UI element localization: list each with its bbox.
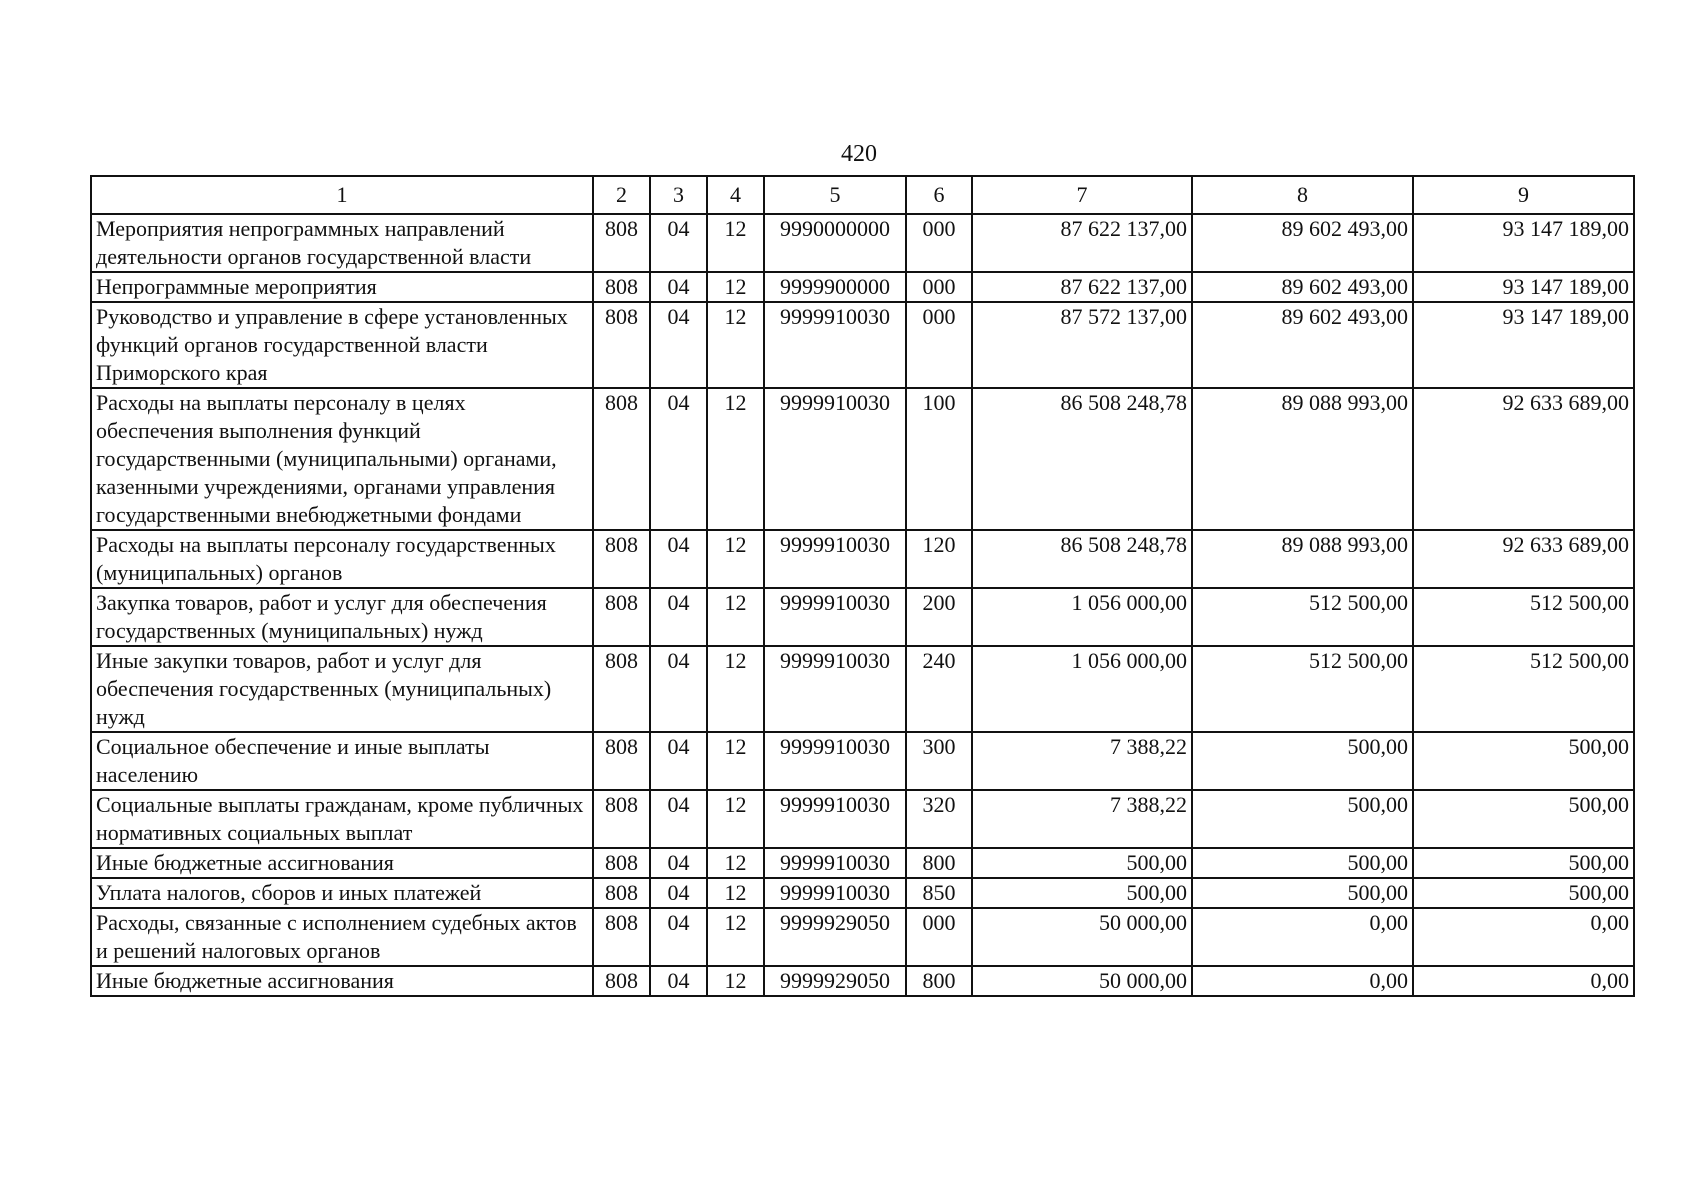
code-cell: 808 (593, 790, 650, 848)
amount-cell: 512 500,00 (1192, 646, 1413, 732)
amount-cell: 0,00 (1413, 908, 1634, 966)
code-cell: 808 (593, 732, 650, 790)
amount-cell: 500,00 (1413, 732, 1634, 790)
amount-cell: 92 633 689,00 (1413, 388, 1634, 530)
code-cell: 04 (650, 878, 707, 908)
code-cell: 9999929050 (764, 908, 906, 966)
budget-table (90, 175, 1635, 997)
code-cell: 808 (593, 848, 650, 878)
amount-cell: 512 500,00 (1192, 588, 1413, 646)
code-cell: 9999910030 (764, 848, 906, 878)
code-cell: 12 (707, 646, 764, 732)
amount-cell: 93 147 189,00 (1413, 272, 1634, 302)
code-cell: 04 (650, 588, 707, 646)
amount-cell: 7 388,22 (972, 732, 1192, 790)
code-cell: 12 (707, 966, 764, 996)
table-row (91, 272, 1634, 302)
code-cell: 120 (906, 530, 972, 588)
code-cell: 000 (906, 908, 972, 966)
expense-name-cell: Иные бюджетные ассигнования (91, 848, 593, 878)
amount-cell: 500,00 (1192, 848, 1413, 878)
code-cell: 800 (906, 848, 972, 878)
code-cell: 320 (906, 790, 972, 848)
code-cell: 04 (650, 966, 707, 996)
table-row (91, 790, 1634, 848)
code-cell: 9999910030 (764, 302, 906, 388)
code-cell: 12 (707, 388, 764, 530)
amount-cell: 89 602 493,00 (1192, 272, 1413, 302)
code-cell: 240 (906, 646, 972, 732)
code-cell: 808 (593, 530, 650, 588)
code-cell: 9990000000 (764, 214, 906, 272)
code-cell: 04 (650, 302, 707, 388)
code-cell: 9999910030 (764, 878, 906, 908)
table-row (91, 848, 1634, 878)
amount-cell: 93 147 189,00 (1413, 214, 1634, 272)
table-body (91, 214, 1634, 996)
amount-cell: 0,00 (1192, 908, 1413, 966)
amount-cell: 512 500,00 (1413, 646, 1634, 732)
amount-cell: 87 572 137,00 (972, 302, 1192, 388)
amount-cell: 500,00 (972, 848, 1192, 878)
amount-cell: 89 602 493,00 (1192, 214, 1413, 272)
amount-cell: 512 500,00 (1413, 588, 1634, 646)
amount-cell: 500,00 (1192, 878, 1413, 908)
code-cell: 000 (906, 302, 972, 388)
code-cell: 200 (906, 588, 972, 646)
page-number: 420 (841, 141, 877, 167)
code-cell: 04 (650, 388, 707, 530)
code-cell: 12 (707, 790, 764, 848)
code-cell: 9999929050 (764, 966, 906, 996)
table-row (91, 732, 1634, 790)
amount-cell: 50 000,00 (972, 966, 1192, 996)
code-cell: 300 (906, 732, 972, 790)
code-cell: 12 (707, 302, 764, 388)
code-cell: 12 (707, 588, 764, 646)
amount-cell: 0,00 (1413, 966, 1634, 996)
table-row (91, 646, 1634, 732)
code-cell: 04 (650, 732, 707, 790)
code-cell: 04 (650, 646, 707, 732)
code-cell: 000 (906, 272, 972, 302)
expense-name-cell: Социальные выплаты гражданам, кроме публичных нормативных социальных выплат (91, 790, 593, 848)
amount-cell: 89 088 993,00 (1192, 530, 1413, 588)
code-cell: 04 (650, 848, 707, 878)
amount-cell: 0,00 (1192, 966, 1413, 996)
amount-cell: 500,00 (1192, 732, 1413, 790)
expense-name-cell: Социальное обеспечение и иные выплаты населению (91, 732, 593, 790)
amount-cell: 50 000,00 (972, 908, 1192, 966)
amount-cell: 93 147 189,00 (1413, 302, 1634, 388)
expense-name-cell: Руководство и управление в сфере установленных функций органов государственной власти Приморского края (91, 302, 593, 388)
code-cell: 12 (707, 272, 764, 302)
code-cell: 808 (593, 908, 650, 966)
code-cell: 9999910030 (764, 530, 906, 588)
code-cell: 12 (707, 908, 764, 966)
code-cell: 800 (906, 966, 972, 996)
amount-cell: 500,00 (1413, 878, 1634, 908)
expense-name-cell: Расходы, связанные с исполнением судебных актов и решений налоговых органов (91, 908, 593, 966)
code-cell: 12 (707, 732, 764, 790)
amount-cell: 7 388,22 (972, 790, 1192, 848)
header-row (91, 176, 1634, 214)
column-header: 2 (593, 176, 650, 214)
code-cell: 000 (906, 214, 972, 272)
code-cell: 9999910030 (764, 646, 906, 732)
code-cell: 808 (593, 588, 650, 646)
amount-cell: 92 633 689,00 (1413, 530, 1634, 588)
column-header: 7 (972, 176, 1192, 214)
code-cell: 04 (650, 272, 707, 302)
expense-name-cell: Закупка товаров, работ и услуг для обеспечения государственных (муниципальных) нужд (91, 588, 593, 646)
amount-cell: 500,00 (1413, 790, 1634, 848)
amount-cell: 1 056 000,00 (972, 588, 1192, 646)
code-cell: 9999900000 (764, 272, 906, 302)
column-header: 3 (650, 176, 707, 214)
code-cell: 04 (650, 214, 707, 272)
table-row (91, 388, 1634, 530)
code-cell: 12 (707, 214, 764, 272)
expense-name-cell: Иные закупки товаров, работ и услуг для обеспечения государственных (муниципальных) нужд (91, 646, 593, 732)
code-cell: 808 (593, 646, 650, 732)
code-cell: 04 (650, 530, 707, 588)
code-cell: 12 (707, 878, 764, 908)
table-row (91, 878, 1634, 908)
amount-cell: 86 508 248,78 (972, 530, 1192, 588)
table-row (91, 530, 1634, 588)
amount-cell: 86 508 248,78 (972, 388, 1192, 530)
table-row (91, 908, 1634, 966)
amount-cell: 89 088 993,00 (1192, 388, 1413, 530)
code-cell: 9999910030 (764, 588, 906, 646)
code-cell: 808 (593, 214, 650, 272)
amount-cell: 87 622 137,00 (972, 272, 1192, 302)
code-cell: 808 (593, 302, 650, 388)
amount-cell: 87 622 137,00 (972, 214, 1192, 272)
code-cell: 04 (650, 908, 707, 966)
expense-name-cell: Расходы на выплаты персоналу государственных (муниципальных) органов (91, 530, 593, 588)
expense-name-cell: Непрограммные мероприятия (91, 272, 593, 302)
column-header: 5 (764, 176, 906, 214)
amount-cell: 1 056 000,00 (972, 646, 1192, 732)
code-cell: 9999910030 (764, 732, 906, 790)
amount-cell: 500,00 (1192, 790, 1413, 848)
code-cell: 808 (593, 388, 650, 530)
code-cell: 12 (707, 530, 764, 588)
expense-name-cell: Иные бюджетные ассигнования (91, 966, 593, 996)
code-cell: 850 (906, 878, 972, 908)
column-header: 8 (1192, 176, 1413, 214)
code-cell: 808 (593, 966, 650, 996)
column-header: 1 (91, 176, 593, 214)
expense-name-cell: Мероприятия непрограммных направлений деятельности органов государственной власти (91, 214, 593, 272)
column-header: 9 (1413, 176, 1634, 214)
code-cell: 04 (650, 790, 707, 848)
code-cell: 808 (593, 878, 650, 908)
column-header: 6 (906, 176, 972, 214)
column-header: 4 (707, 176, 764, 214)
amount-cell: 500,00 (972, 878, 1192, 908)
expense-name-cell: Уплата налогов, сборов и иных платежей (91, 878, 593, 908)
code-cell: 9999910030 (764, 790, 906, 848)
table-row (91, 302, 1634, 388)
amount-cell: 500,00 (1413, 848, 1634, 878)
code-cell: 100 (906, 388, 972, 530)
table-row (91, 214, 1634, 272)
table-row (91, 588, 1634, 646)
table-row (91, 966, 1634, 996)
code-cell: 808 (593, 272, 650, 302)
amount-cell: 89 602 493,00 (1192, 302, 1413, 388)
expense-name-cell: Расходы на выплаты персоналу в целях обеспечения выполнения функций государственными (муниципальными) органами, казенными учреждениями, органами управления государственными внебюджетными фондами (91, 388, 593, 530)
code-cell: 9999910030 (764, 388, 906, 530)
code-cell: 12 (707, 848, 764, 878)
